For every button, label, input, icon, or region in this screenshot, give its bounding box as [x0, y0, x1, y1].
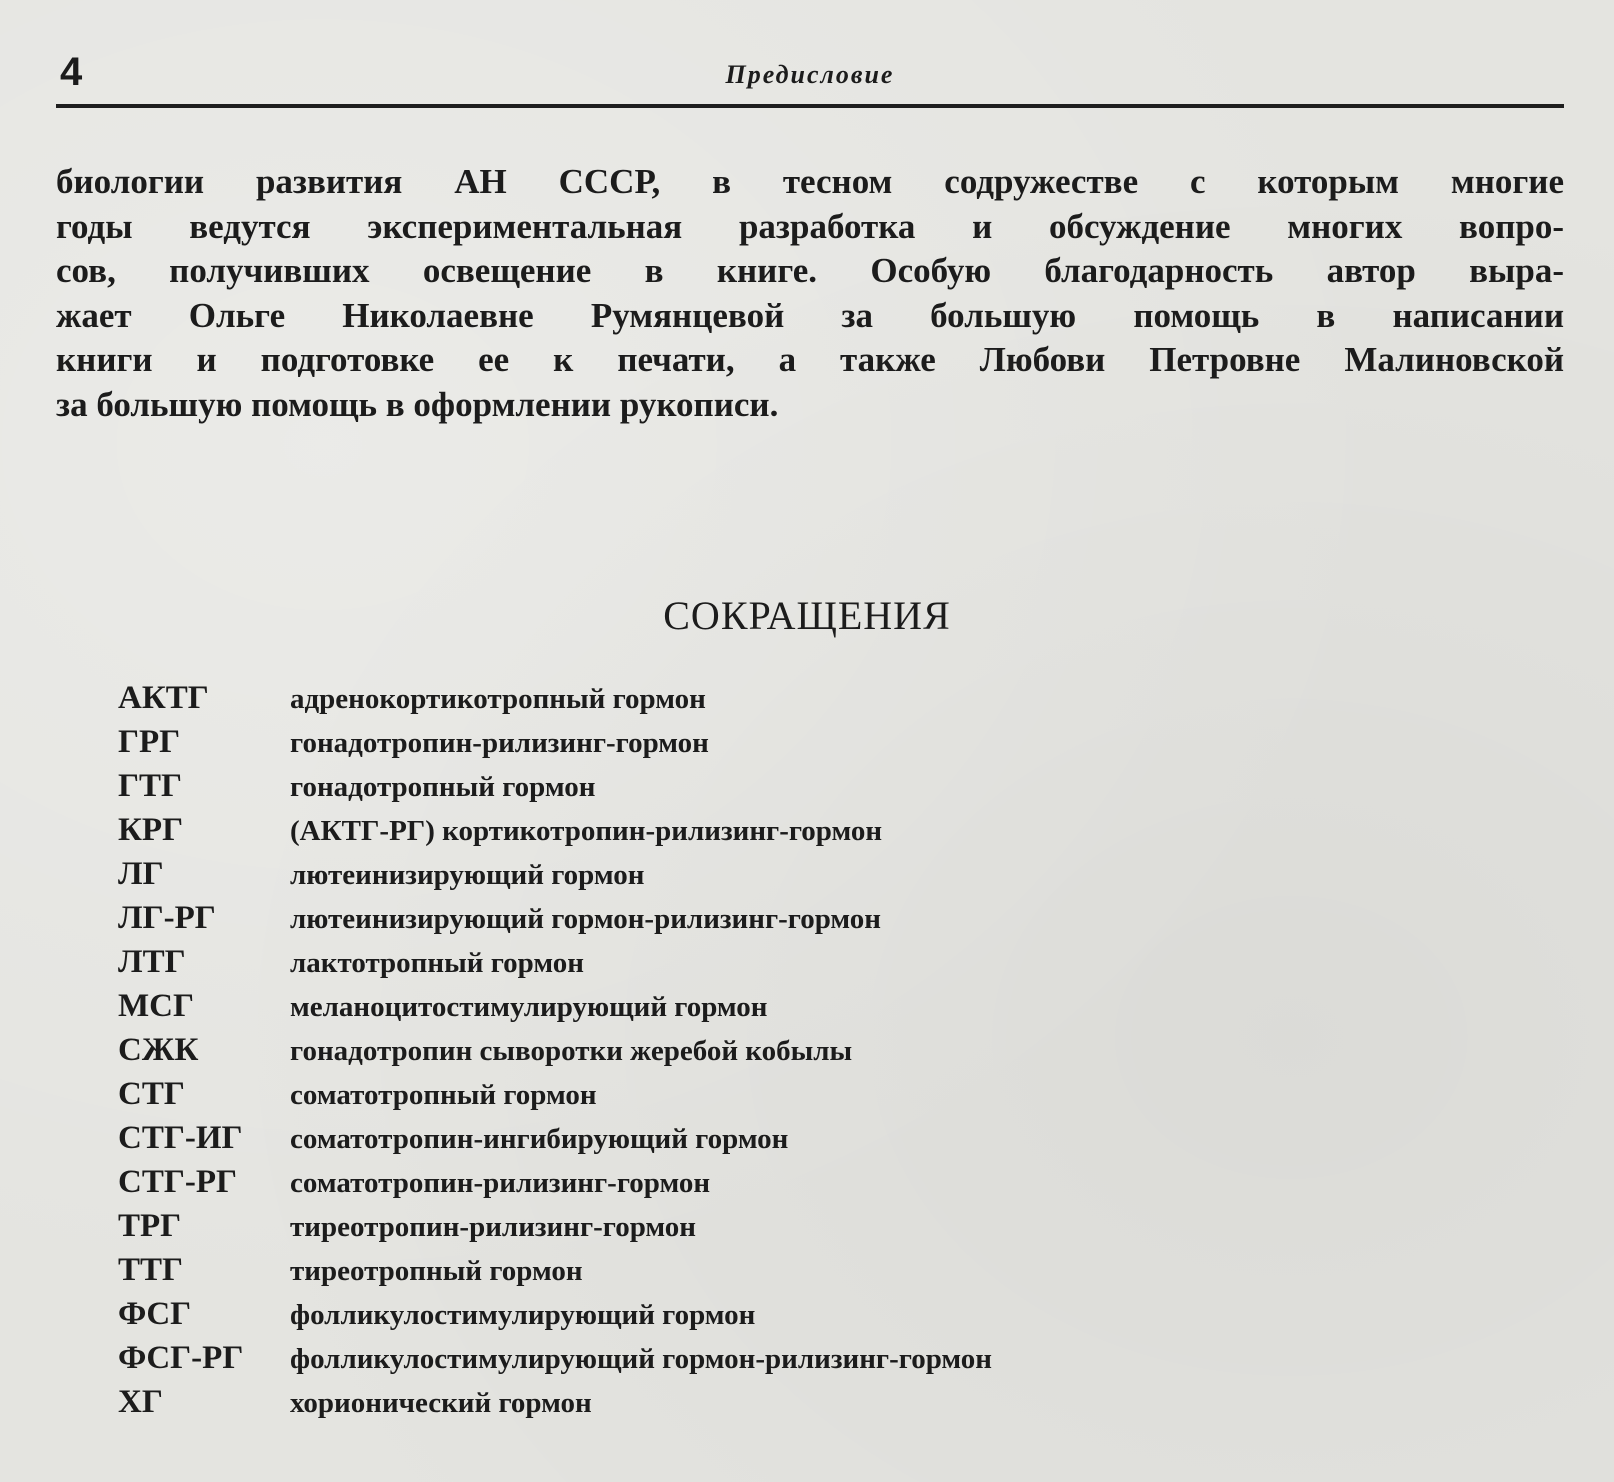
abbreviation-term: ЛГ: [118, 856, 164, 892]
abbreviation-definition: лактотропный гормон: [290, 947, 584, 979]
abbreviation-definition: тиреотропный гормон: [290, 1255, 583, 1287]
abbreviation-definition: соматотропин-рилизинг-гормон: [290, 1167, 711, 1199]
paragraph-line: жает Ольге Николаевне Румянцевой за большую помощь в написании: [56, 295, 1564, 335]
abbreviation-term: ЛТГ: [118, 944, 186, 980]
abbreviation-entry: [118, 940, 1418, 984]
abbreviation-term: АКТГ: [118, 680, 209, 716]
body-paragraph: [56, 160, 1564, 427]
abbreviation-definition: гонадотропин-рилизинг-гормон: [290, 727, 709, 759]
abbreviation-entry: [118, 984, 1418, 1028]
abbreviation-definition: адренокортикотропный гормон: [290, 683, 706, 715]
abbreviation-entry: [118, 1292, 1418, 1336]
page-number: 4: [60, 50, 83, 94]
abbreviations-title: СОКРАЩЕНИЯ: [663, 593, 951, 638]
abbreviation-term: ФСГ-РГ: [118, 1340, 244, 1376]
abbreviation-term: ГТГ: [118, 768, 183, 804]
abbreviation-definition: хорионический гормон: [290, 1387, 592, 1419]
abbreviation-definition: соматотропин-ингибирующий гормон: [290, 1123, 789, 1155]
paragraph-line: биологии развития АН СССР, в тесном содружестве с которым многие: [56, 162, 1564, 201]
abbreviation-term: КРГ: [118, 812, 184, 848]
abbreviation-definition: фолликулостимулирующий гормон-рилизинг-гормон: [290, 1343, 992, 1375]
abbreviation-entry: [118, 1380, 1418, 1424]
abbreviation-entry: [118, 1336, 1418, 1380]
header-rule: [56, 104, 1564, 108]
abbreviation-definition: соматотропный гормон: [290, 1079, 597, 1111]
abbreviation-entry: [118, 720, 1418, 764]
abbreviation-entry: [118, 808, 1418, 852]
abbreviation-entry: [118, 1028, 1418, 1072]
abbreviation-definition: фолликулостимулирующий гормон: [290, 1299, 756, 1331]
abbreviation-entry: [118, 1160, 1418, 1204]
abbreviation-term: ХГ: [118, 1384, 163, 1420]
abbreviation-term: ТТГ: [118, 1252, 184, 1288]
abbreviation-entry: [118, 1248, 1418, 1292]
abbreviation-term: СТГ: [118, 1076, 185, 1112]
abbreviation-term: ГРГ: [118, 724, 181, 760]
abbreviation-term: ФСГ: [118, 1296, 192, 1332]
abbreviation-entry: [118, 676, 1418, 720]
abbreviation-entry: [118, 1116, 1418, 1160]
abbreviations-list: [118, 676, 1418, 1424]
abbreviation-definition: лютеинизирующий гормон: [290, 859, 645, 891]
abbreviation-term: ТРГ: [118, 1208, 182, 1244]
abbreviation-term: СТГ-ИГ: [118, 1120, 243, 1156]
paragraph-line: книги и подготовке ее к печати, а также Любови Петровне Малиновской: [56, 340, 1564, 379]
abbreviation-entry: [118, 852, 1418, 896]
paragraph-line: годы ведутся экспериментальная разработка и обсуждение многих вопро-: [56, 206, 1564, 246]
abbreviation-entry: [118, 896, 1418, 940]
paragraph-line: сов, получивших освещение в книге. Особую благодарность автор выра-: [56, 251, 1564, 290]
paragraph-line: за большую помощь в оформлении рукописи.: [56, 384, 779, 424]
abbreviation-entry: [118, 764, 1418, 808]
abbreviation-definition: гонадотропный гормон: [290, 771, 596, 803]
abbreviation-entry: [118, 1072, 1418, 1116]
abbreviation-term: МСГ: [118, 988, 194, 1024]
abbreviation-term: СЖК: [118, 1032, 199, 1068]
abbreviation-definition: гонадотропин сыворотки жеребой кобылы: [290, 1035, 853, 1067]
abbreviation-term: ЛГ-РГ: [118, 900, 216, 936]
page-header: [56, 48, 1564, 110]
running-head: Предисловие: [725, 60, 895, 89]
abbreviation-term: СТГ-РГ: [118, 1164, 237, 1200]
abbreviation-definition: меланоцитостимулирующий гормон: [290, 991, 768, 1023]
abbreviation-definition: тиреотропин-рилизинг-гормон: [290, 1211, 697, 1243]
abbreviation-entry: [118, 1204, 1418, 1248]
abbreviation-definition: (АКТГ-РГ) кортикотропин-рилизинг-гормон: [290, 815, 883, 847]
abbreviation-definition: лютеинизирующий гормон-рилизинг-гормон: [290, 903, 882, 935]
